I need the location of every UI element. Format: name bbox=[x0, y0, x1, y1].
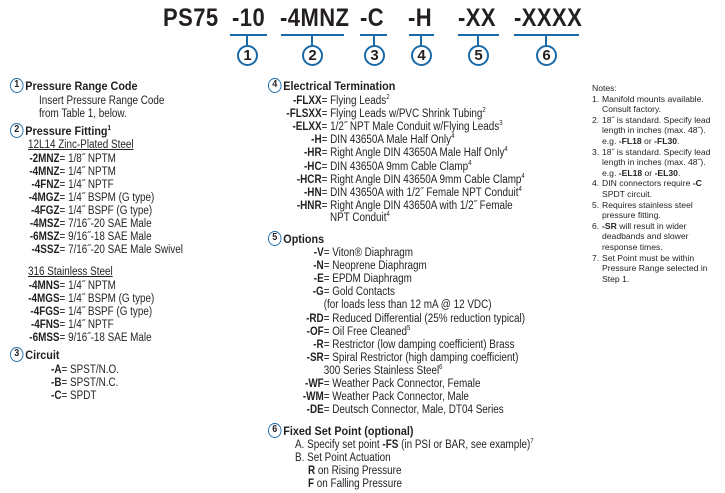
stainless-fitting-item-description: = 9/16˝-18 SAE Male bbox=[59, 332, 152, 344]
note-3-or: or bbox=[642, 167, 655, 178]
zinc-fitting-item-code: -4MSZ bbox=[29, 218, 60, 230]
termination-item bbox=[270, 161, 471, 174]
circuit-item-description: = SPST/N.C. bbox=[61, 377, 119, 389]
termination-item-footnote: 4 bbox=[521, 172, 525, 180]
zinc-fitting-item-description: = 9/16˝-18 SAE Male bbox=[59, 231, 152, 243]
circuit-item-description: = SPDT bbox=[61, 390, 97, 402]
circuit-item-code: -B bbox=[51, 377, 62, 389]
termination-item-description: = 1/2˝ NPT Male Conduit w/Flying Leads bbox=[321, 121, 500, 134]
termination-item-description: = DIN 43650A with 1/2˝ Female NPT Conduit bbox=[321, 186, 519, 199]
note-6-code: -SR bbox=[602, 220, 617, 231]
option-item-code: -G bbox=[312, 286, 324, 299]
zinc-fitting-item-description: = 7/16˝-20 SAE Male bbox=[59, 218, 152, 230]
zinc-fitting-item bbox=[26, 205, 152, 218]
option-item-code: -SR bbox=[306, 351, 324, 364]
stainless-fitting-item-code: -4FGS bbox=[30, 306, 60, 318]
note-7: 7. Set Point must be within Pressure Range selected in Step 1. bbox=[592, 253, 722, 285]
stainless-fitting-item-description: = 1/4˝ BSPF (G type) bbox=[59, 306, 153, 318]
zinc-fitting-item-code: -4MGZ bbox=[28, 192, 60, 204]
zinc-fitting-item-description: = 1/4˝ NPTM bbox=[59, 166, 116, 178]
segment-1-underline bbox=[230, 34, 267, 36]
section-2-number: 2 bbox=[10, 123, 24, 138]
part-segment-2: -4MNZ bbox=[280, 4, 350, 32]
note-2-code-2: -FL30 bbox=[654, 135, 677, 146]
segment-1-circle: 1 bbox=[237, 45, 258, 66]
part-segment-3: -C bbox=[360, 4, 385, 32]
option-item-code: -N bbox=[313, 260, 324, 273]
option-item-description: = Viton® Diaphragm bbox=[323, 247, 414, 259]
section-2-title: Pressure Fitting bbox=[25, 124, 108, 138]
termination-item-footnote: 3 bbox=[499, 120, 503, 128]
rising-text: on Rising Pressure bbox=[315, 465, 402, 477]
part-base: PS75 bbox=[163, 4, 219, 32]
termination-item-footnote: 4 bbox=[504, 146, 508, 154]
option-item-description: = Restrictor (low damping coefficient) Brass bbox=[323, 338, 515, 351]
termination-item bbox=[270, 95, 390, 108]
termination-item-footnote: 2 bbox=[482, 107, 486, 115]
section-3-number: 3 bbox=[10, 347, 24, 362]
section-1-heading bbox=[10, 79, 138, 94]
part-segment-4: -H bbox=[408, 4, 433, 32]
option-item-description: = Deutsch Connector, Male, DT04 Series bbox=[323, 404, 504, 417]
termination-item bbox=[270, 200, 513, 213]
option-item bbox=[285, 391, 469, 404]
notes-title: Notes: bbox=[592, 83, 617, 93]
section-6-number: 6 bbox=[268, 423, 282, 438]
section-1-number: 1 bbox=[10, 78, 24, 93]
part-segment-1: -10 bbox=[232, 4, 266, 32]
section-5-heading bbox=[268, 232, 324, 247]
zinc-fitting-item bbox=[26, 166, 116, 179]
note-6: 6. -SR will result in wider deadbands and slower response times. bbox=[592, 220, 689, 252]
section-2-title-footnote: 1 bbox=[107, 125, 112, 132]
termination-item-description: = Flying Leads bbox=[321, 95, 387, 107]
note-2-code-1: -FL18 bbox=[618, 135, 642, 146]
termination-item-code: -HNR bbox=[296, 199, 322, 212]
option-item-description: = Weather Pack Connector, Male bbox=[323, 391, 469, 404]
segment-3-circle: 3 bbox=[364, 45, 385, 66]
termination-item bbox=[270, 121, 503, 134]
termination-item-code: -FLSXX bbox=[286, 108, 322, 121]
termination-item bbox=[270, 187, 522, 200]
falling-code: F bbox=[308, 478, 315, 490]
set-point-option-a bbox=[295, 439, 534, 452]
termination-item bbox=[270, 174, 525, 187]
zinc-fitting-item bbox=[26, 153, 116, 166]
option-item bbox=[285, 260, 427, 273]
termination-item-code: -HR bbox=[304, 147, 322, 160]
option-item-code: -WM bbox=[302, 391, 324, 404]
termination-continuation-text: NPT Conduit bbox=[330, 212, 387, 224]
zinc-fitting-item-description: = 7/16˝-20 SAE Male Swivel bbox=[59, 244, 183, 256]
option-item bbox=[285, 352, 518, 365]
stainless-fitting-item-code: -4MGS bbox=[28, 293, 60, 305]
circuit-item bbox=[40, 377, 118, 390]
note-3-end: . bbox=[677, 167, 681, 178]
option-item bbox=[285, 404, 504, 417]
termination-item-code: -HN bbox=[304, 186, 322, 199]
option-item bbox=[285, 273, 412, 286]
stainless-fitting-item-code: -6MSS bbox=[29, 332, 60, 344]
option-item-code: -R bbox=[313, 338, 324, 351]
termination-item-description: = Flying Leads w/PVC Shrink Tubing bbox=[321, 108, 483, 121]
termination-continuation-footnote: 4 bbox=[386, 211, 390, 219]
note-3-text: 18˝ is standard. Specify lead length in inches (max. 48˝). e.g. bbox=[602, 146, 711, 178]
option-item bbox=[285, 299, 492, 312]
zinc-fitting-item bbox=[26, 231, 152, 244]
section-4-title: Electrical Termination bbox=[283, 79, 396, 93]
zinc-fitting-item-code: -4FGZ bbox=[30, 205, 60, 217]
stainless-fitting-item bbox=[26, 293, 154, 306]
option-a-prefix: A. Specify set point bbox=[295, 439, 383, 451]
option-a-suffix: (in PSI or BAR, see example) bbox=[398, 439, 531, 451]
segment-2-circle: 2 bbox=[302, 45, 323, 66]
note-5-text: Requires stainless steel pressure fitting. bbox=[602, 199, 693, 221]
note-2-text: 18˝ is standard. Specify lead length in inches (max. 48˝). e.g. bbox=[602, 114, 711, 146]
termination-item-description: = Right Angle DIN 43650A 9mm Cable Clamp bbox=[321, 173, 522, 186]
option-item bbox=[285, 339, 515, 352]
falling-text: on Falling Pressure bbox=[314, 478, 403, 490]
stainless-fitting-item bbox=[26, 306, 152, 319]
section-5-title: Options bbox=[283, 232, 325, 246]
note-2-or: or bbox=[641, 135, 655, 146]
note-6-text: will result in wider deadbands and slower response times. bbox=[602, 220, 689, 252]
option-item-code: -DE bbox=[306, 404, 324, 417]
stainless-fitting-item-description: = 1/4˝ NPTF bbox=[59, 319, 114, 331]
option-item bbox=[285, 313, 525, 326]
note-4-code: -C bbox=[692, 178, 702, 189]
circuit-item bbox=[40, 390, 96, 403]
section-3-heading bbox=[10, 348, 60, 363]
termination-item-code: -H bbox=[311, 134, 322, 147]
option-item bbox=[285, 326, 410, 339]
option-item-code: -E bbox=[313, 273, 324, 286]
option-item-code: -RD bbox=[306, 312, 324, 325]
zinc-fitting-item bbox=[26, 179, 114, 192]
termination-item-code: -FLXX bbox=[293, 95, 322, 107]
segment-5-circle: 5 bbox=[468, 45, 489, 66]
zinc-fitting-item-code: -6MSZ bbox=[29, 231, 60, 243]
zinc-fitting-item-description: = 1/4˝ BSPM (G type) bbox=[59, 192, 155, 204]
termination-item-footnote: 4 bbox=[468, 159, 472, 167]
segment-4-circle: 4 bbox=[411, 45, 432, 66]
rising-pressure-item bbox=[308, 465, 401, 478]
option-item-description: = Neoprene Diaphragm bbox=[323, 260, 427, 273]
stainless-fitting-item bbox=[26, 280, 116, 293]
section-1-line-2: from Table 1, below. bbox=[39, 108, 127, 120]
note-2-end: . bbox=[677, 135, 680, 146]
section-3-title: Circuit bbox=[25, 348, 60, 362]
section-5-number: 5 bbox=[268, 231, 282, 246]
option-item-code: -V bbox=[313, 247, 324, 259]
termination-continuation bbox=[330, 212, 390, 225]
stainless-fitting-item bbox=[26, 319, 114, 332]
option-item-description: = EPDM Diaphragm bbox=[323, 273, 412, 286]
termination-item bbox=[270, 134, 454, 147]
set-point-option-b: B. Set Point Actuation bbox=[295, 452, 391, 464]
part-segment-5: -XX bbox=[458, 4, 497, 32]
note-3-code-1: -EL18 bbox=[618, 167, 643, 178]
zinc-fitting-item bbox=[26, 218, 152, 231]
circuit-item-code: -C bbox=[51, 390, 62, 402]
option-item bbox=[285, 286, 395, 299]
option-item-footnote: 6 bbox=[439, 364, 443, 372]
option-item-description: = Weather Pack Connector, Female bbox=[323, 378, 481, 390]
option-item-description: 300 Series Stainless Steel bbox=[323, 364, 440, 377]
stainless-fitting-item bbox=[26, 332, 152, 345]
zinc-fitting-item-description: = 1/4˝ NPTF bbox=[59, 179, 114, 191]
termination-item-description: = Right Angle DIN 43650A with 1/2˝ Female bbox=[321, 199, 513, 212]
option-item bbox=[285, 247, 413, 260]
note-4-text: DIN connectors require bbox=[602, 178, 693, 189]
notes-panel bbox=[592, 83, 722, 284]
section-1-line-1: Insert Pressure Range Code bbox=[39, 95, 165, 107]
note-3-code-2: -EL30 bbox=[654, 167, 678, 178]
termination-item-footnote: 4 bbox=[451, 133, 455, 141]
zinc-fitting-item-code: -4FNZ bbox=[31, 179, 60, 191]
circuit-item-code: -A bbox=[51, 364, 62, 376]
option-item-description: = Reduced Differential (25% reduction typical) bbox=[323, 312, 526, 325]
termination-item-footnote: 4 bbox=[518, 185, 522, 193]
zinc-fitting-item bbox=[26, 192, 154, 205]
option-item-description: = Gold Contacts bbox=[323, 286, 395, 299]
option-item bbox=[285, 378, 480, 391]
zinc-fitting-item-description: = 1/4˝ BSPF (G type) bbox=[59, 205, 153, 217]
circuit-item-description: = SPST/N.O. bbox=[61, 364, 119, 376]
termination-item bbox=[270, 108, 486, 121]
stainless-fitting-item-code: -4MNS bbox=[28, 280, 60, 292]
zinc-fitting-item bbox=[26, 244, 183, 257]
option-item-code: -OF bbox=[306, 325, 324, 338]
option-a-footnote: 7 bbox=[530, 438, 534, 446]
termination-item-description: = DIN 43650A Male Half Only bbox=[321, 134, 452, 147]
note-2: 2. 18˝ is standard. Specify lead length in inches (max. 48˝). e.g. -FL18 or -FL30. bbox=[592, 114, 711, 146]
rising-code: R bbox=[308, 465, 316, 477]
zinc-fitting-item-code: -2MNZ bbox=[29, 153, 60, 165]
falling-pressure-item bbox=[308, 478, 402, 491]
termination-item-footnote: 2 bbox=[386, 94, 390, 102]
termination-item-code: -HCR bbox=[296, 173, 322, 186]
section-4-heading bbox=[268, 79, 395, 94]
option-item-description: = Oil Free Cleaned bbox=[323, 325, 407, 338]
note-4-suffix: SPDT circuit. bbox=[602, 188, 652, 199]
circuit-item bbox=[40, 364, 119, 377]
stainless-fitting-item-description: = 1/4˝ NPTM bbox=[59, 280, 116, 292]
option-item-description: = Spiral Restrictor (high damping coefficient) bbox=[323, 351, 519, 364]
termination-item-code: -ELXX bbox=[292, 121, 322, 134]
option-item bbox=[285, 365, 443, 378]
termination-item bbox=[270, 147, 508, 160]
note-7-text: Set Point must be within Pressure Range selected in Step 1. bbox=[602, 252, 708, 284]
section-1-title: Pressure Range Code bbox=[25, 79, 138, 93]
part-segment-6: -XXXX bbox=[514, 4, 583, 32]
termination-item-description: = DIN 43650A 9mm Cable Clamp bbox=[321, 160, 469, 173]
zinc-fitting-item-code: -4SSZ bbox=[31, 244, 60, 256]
zinc-fitting-item-code: -4MNZ bbox=[29, 166, 60, 178]
section-6-title: Fixed Set Point (optional) bbox=[283, 424, 414, 438]
section-6-heading bbox=[268, 424, 414, 439]
note-1: 1. Manifold mounts available. Consult factory. bbox=[592, 94, 722, 115]
zinc-steel-group-title: 12L14 Zinc-Plated Steel bbox=[28, 139, 134, 151]
option-item-footnote: 5 bbox=[406, 324, 411, 332]
note-4: 4. DIN connectors require -C SPDT circuit. bbox=[592, 178, 702, 199]
option-a-code: -FS bbox=[382, 439, 399, 451]
note-5: 5. Requires stainless steel pressure fitting. bbox=[592, 200, 722, 221]
termination-item-code: -HC bbox=[304, 160, 322, 173]
segment-6-circle: 6 bbox=[536, 45, 557, 66]
termination-item-description: = Right Angle DIN 43650A Male Half Only bbox=[321, 147, 505, 160]
section-2-heading bbox=[10, 124, 111, 139]
stainless-fitting-item-description: = 1/4˝ BSPM (G type) bbox=[59, 293, 155, 305]
stainless-steel-group-title: 316 Stainless Steel bbox=[28, 266, 113, 278]
zinc-fitting-item-description: = 1/8˝ NPTM bbox=[59, 153, 116, 165]
option-item-code: -WF bbox=[305, 378, 324, 390]
section-4-number: 4 bbox=[268, 78, 282, 93]
stainless-fitting-item-code: -4FNS bbox=[30, 319, 60, 331]
note-3: 3. 18˝ is standard. Specify lead length in inches (max. 48˝). e.g. -EL18 or -EL30. bbox=[592, 146, 711, 178]
note-1-text: Manifold mounts available. Consult factory. bbox=[602, 93, 704, 115]
option-item-description: (for loads less than 12 mA @ 12 VDC) bbox=[323, 299, 492, 312]
